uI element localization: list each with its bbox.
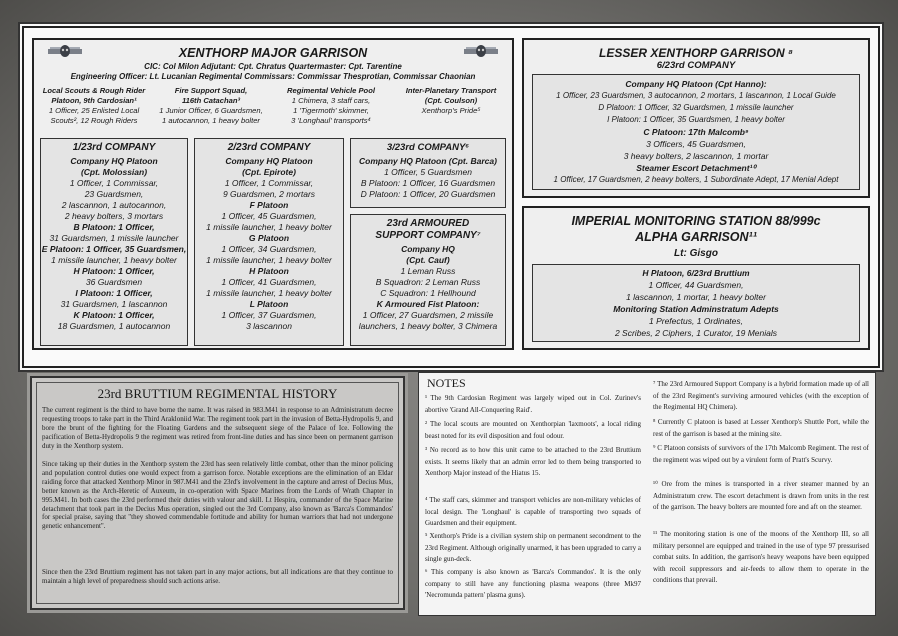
lesser-subtitle: 6/23rd COMPANY: [656, 60, 736, 71]
unit-detail: 1 Officer, 25 Enlisted Local: [48, 106, 140, 115]
line: (Cpt. Cauf): [406, 255, 450, 265]
line: I Platoon: 1 Officer, 35 Guardsmen, 1 heavy bolter: [607, 115, 785, 124]
line: Company HQ: [401, 244, 455, 254]
company-title: 1/23rd COMPANY: [72, 142, 156, 153]
line: 1 Leman Russ: [400, 266, 456, 276]
line: 1 Officer, 1 Commissar,: [69, 178, 159, 188]
line: 1 Prefectus, 1 Ordinates,: [648, 316, 744, 326]
line: 2 heavy bolters, 3 mortars: [64, 211, 164, 221]
line: H Platoon: [249, 266, 289, 276]
line: 1 missile launcher, 1 heavy bolter: [51, 255, 177, 265]
note-5: ⁵ Xenthorp's Pride is a civilian system ship on permanent secondment to the 23rd Regiment. Although originally unarmed, it has been upgraded to carry a single gun-deck.: [425, 532, 641, 564]
station-details-box: [532, 264, 860, 342]
unit-scouts: [38, 86, 150, 136]
company-title: 23rd ARMOURED: [386, 218, 470, 229]
line: B Platoon: 1 Officer,: [73, 222, 155, 232]
unit-title: Local Scouts & Rough Rider: [42, 86, 146, 95]
line: C Squadron: 1 Hellhound: [380, 288, 476, 298]
company-1-box: [40, 138, 188, 346]
notes-heading: NOTES: [427, 376, 466, 390]
line: D Platoon: 1 Officer, 20 Guardsmen: [360, 189, 496, 199]
history-title: 23rd BRUTTIUM REGIMENTAL HISTORY: [97, 386, 338, 401]
line: K Platoon: 1 Officer,: [73, 310, 155, 320]
line: 2 lascannon, 1 autocannon,: [61, 200, 167, 210]
unit-title: 116th Catachan³: [181, 96, 241, 105]
line: H Platoon: 1 Officer,: [73, 266, 155, 276]
unit-fire-support: [152, 86, 270, 136]
line: 1 Officer, 5 Guardsmen: [384, 167, 472, 177]
unit-detail: 1 autocannon, 1 heavy bolter: [162, 116, 260, 125]
line: 18 Guardsmen, 1 autocannon: [57, 321, 171, 331]
line: (Cpt. Epirote): [242, 167, 296, 177]
unit-detail: 1 Junior Officer, 6 Guardsmen,: [159, 106, 263, 115]
line: 2 Scribes, 2 Ciphers, 1 Curator, 19 Menials: [614, 328, 778, 338]
line: 36 Guardsmen: [85, 277, 143, 287]
station-subtitle: ALPHA GARRISON¹¹: [635, 230, 757, 244]
company-2-box: [194, 138, 344, 346]
unit-detail: 3 'Longhaul' transports⁴: [291, 116, 371, 125]
line: 1 Officer, 37 Guardsmen,: [221, 310, 317, 320]
unit-detail: Xenthorp's Pride⁵: [421, 106, 481, 115]
company-title: 2/23rd COMPANY: [227, 142, 311, 153]
line: 1 missile launcher, 1 heavy bolter: [206, 288, 332, 298]
line: D Platoon: 1 Officer, 32 Guardsmen, 1 missile launcher: [598, 103, 794, 112]
unit-title: Fire Support Squad,: [174, 86, 248, 95]
note-10: ¹⁰ Ore from the mines is transported in a river steamer manned by an Administratum crew. The escort detachment is drawn from units in the rest of the garrison. The heavy bolters are mounted fore and aft on the steamer.: [653, 480, 869, 512]
unit-vehicle-pool: [272, 86, 390, 136]
attached-units: [34, 86, 512, 136]
note-11: ¹¹ The monitoring station is one of the moons of the Xenthorp III, so all military personnel are equipped and trained in the use of type 97 pressurised combat suits. In addition, the garrison's heavy weapons have been equipped with recoil suppressors and air-feeds to allow them to operate in the conditions that prevail.: [653, 530, 869, 585]
unit-detail: Scouts², 12 Rough Riders: [50, 116, 138, 125]
officers-line: Engineering Officer: Lt. Lucanian Regimental Commissars: Commissar Thesprotian, Commissar Chaonian: [70, 72, 476, 81]
unit-title: Platoon, 9th Cardosian¹: [51, 96, 137, 105]
line: 3 lascannon: [246, 321, 292, 331]
line: 31 Guardsmen, 1 missile launcher: [49, 233, 179, 243]
line: Company HQ Platoon (Cpt Hanno):: [625, 79, 767, 89]
note-7: ⁷ The 23rd Armoured Support Company is a hybrid formation made up of all of the 23rd Regiment's surviving armoured vehicles (with the exception of the Regimental HQ Chimera).: [653, 380, 869, 412]
armoured-company-box: [350, 214, 506, 346]
line: Monitoring Station Adminstratum Adepts: [613, 304, 779, 314]
lesser-garrison-box: [522, 38, 870, 198]
history-paragraph-2: Since taking up their duties in the Xenthorp system the 23rd has seen relatively little combat, other than the minor policing and population control duties one would expect from a garrison force. Notable exceptions are the elimination of an Eldar raiding force that attacked Xenthorp Minor in 987.M41 and the 23rd's involvement in the capture and arrest of Decius Mus, better known as the Arch-Heretic of Auxeum, in co-operation with Space Marines from the Lords of Wrath Chapter in 995.M41. In both cases the 23rd performed their duties with valour and skill. Lt Hespira, commander of the Space Marine detachment that took part in the Decius Mus operation, singled out the 3rd Company, also known as 'Barca's Commandos' for special praise, saying that "they showed commendable fortitude and ability for human warriors that had not undergone genetic enhancement".: [42, 460, 393, 531]
line: 1 Officer, 41 Guardsmen,: [221, 277, 317, 287]
regimental-history-panel: [30, 376, 405, 610]
line: E Platoon: 1 Officer, 35 Guardsmen,: [41, 244, 187, 254]
unit-title: (Cpt. Coulson): [424, 96, 478, 105]
line: 1 Officer, 45 Guardsmen,: [221, 211, 317, 221]
line: C Platoon: 17th Malcomb⁹: [643, 127, 749, 137]
unit-title: Regimental Vehicle Pool: [287, 86, 375, 95]
line: 1 Officer, 23 Guardsmen, 3 autocannon, 2 mortars, 1 lascannon, 1 Local Guide: [556, 91, 836, 100]
history-paragraph-3: Since then the 23rd Bruttium regiment has not taken part in any major actions, but all indications are that they continue to maintain a high level of preparedness should such actions arise.: [42, 568, 393, 585]
unit-transport: [392, 86, 510, 136]
company-title: 3/23rd COMPANY⁶: [386, 142, 470, 153]
monitoring-station-box: [522, 206, 870, 350]
command-line: CIC: Col Milon Adjutant: Cpt. Chratus Quartermaster: Cpt. Tarentine: [144, 62, 402, 71]
garrison-frame: [22, 26, 880, 368]
history-paragraph-1: The current regiment is the third to have borne the name. It was raised in 983.M41 in response to an Administratum decree requesting troops to take part in the Third Arakloniid War. The regiment took part in the invasion of Betta-Hydropolis 9, and bore the brunt of the fighting for the Floating Gardens and the subsequent siege of the Palace of Ice. Following the pacification of Betta-Hydropolis 9 the regiment was retired from front-line duties and has since been on permanent garrison duty in the Xenthorp system.: [42, 406, 393, 450]
line: 1 Officer, 34 Guardsmen,: [221, 244, 317, 254]
line: B Platoon: 1 Officer, 16 Guardsmen: [360, 178, 496, 188]
lesser-details-box: [532, 74, 860, 190]
note-9: ⁹ C Platoon consists of survivors of the 17th Malcomb Regiment. The rest of the regiment was wiped out by a virulent form of Pratt's Scurvy.: [653, 444, 869, 464]
line: 3 Officers, 45 Guardsmen,: [646, 139, 746, 149]
note-1: ¹ The 9th Cardosian Regiment was largely wiped out in Col. Zurinev's abortive 'Grand All-Conquering Raid'.: [425, 394, 641, 414]
line: 9 Guardsmen, 2 mortars: [222, 189, 316, 199]
note-3: ³ No record as to how this unit came to be attached to the 23rd Bruttium exists. It seems likely that an admin error led to them being transported to Xenthorp Major instead of the Hiatus 15.: [425, 446, 641, 478]
line: B Squadron: 2 Leman Russ: [375, 277, 481, 287]
lesser-title: LESSER XENTHORP GARRISON ⁸: [599, 46, 793, 60]
line: 1 missile launcher, 1 heavy bolter: [206, 222, 332, 232]
unit-detail: 1 Chimera, 3 staff cars,: [291, 96, 371, 105]
note-2: ² The local scouts are mounted on Xenthorpian 'laxmoots', a local riding beast noted for its evil disposition and foul odour.: [425, 420, 641, 440]
major-garrison-title: XENTHORP MAJOR GARRISON: [178, 46, 368, 60]
note-8: ⁸ Currently C platoon is based at Lesser Xenthorp's Shuttle Port, while the rest of the garrison is based at the mining site.: [653, 418, 869, 438]
line: L Platoon: [249, 299, 289, 309]
line: Steamer Escort Detachment¹⁰: [636, 163, 756, 173]
line: 1 Officer, 17 Guardsmen, 2 heavy bolters, 1 Subordinate Adept, 17 Menial Adept: [553, 175, 839, 184]
line: Company HQ Platoon: [70, 156, 158, 166]
line: Company HQ Platoon: [225, 156, 313, 166]
line: F Platoon: [249, 200, 289, 210]
notes-panel: [418, 372, 876, 616]
line: K Armoured Fist Platoon:: [376, 299, 480, 309]
line: I Platoon: 1 Officer,: [75, 288, 153, 298]
station-title: IMPERIAL MONITORING STATION 88/999c: [571, 214, 821, 228]
note-6: ⁶ This company is also known as 'Barca's Commandos'. It is the only company to still have any functioning plasma weapons (three Mk97 'Necromunda pattern' plasma guns).: [425, 568, 641, 600]
line: launchers, 1 heavy bolter, 3 Chimera: [358, 321, 498, 331]
unit-detail: 1 'Tigermoth' skimmer,: [293, 106, 369, 115]
note-4: ⁴ The staff cars, skimmer and transport vehicles are non-military vehicles of local design. The 'Longhaul' is capable of transporting two squads of Guardsmen and their equipment.: [425, 496, 641, 528]
line: 3 heavy bolters, 2 lascannon, 1 mortar: [623, 151, 769, 161]
line: (Cpt. Molossian): [80, 167, 148, 177]
line: Company HQ Platoon (Cpt. Barca): [359, 156, 497, 166]
major-garrison-box: [32, 38, 514, 350]
line: 23 Guardsmen,: [84, 189, 144, 199]
line: 1 Officer, 1 Commissar,: [224, 178, 314, 188]
company-3-box: [350, 138, 506, 208]
line: G Platoon: [248, 233, 290, 243]
station-lieutenant: Lt: Gisgo: [674, 248, 718, 259]
line: 1 missile launcher, 1 heavy bolter: [206, 255, 332, 265]
company-title: SUPPORT COMPANY⁷: [375, 230, 481, 241]
unit-title: Inter-Planetary Transport: [405, 86, 497, 95]
line: 1 lascannon, 1 mortar, 1 heavy bolter: [626, 292, 766, 302]
line: H Platoon, 6/23rd Bruttium: [642, 268, 750, 278]
line: 1 Officer, 27 Guardsmen, 2 missile: [362, 310, 494, 320]
line: 1 Officer, 44 Guardsmen,: [648, 280, 744, 290]
line: 31 Guardsmen, 1 lascannon: [60, 299, 168, 309]
